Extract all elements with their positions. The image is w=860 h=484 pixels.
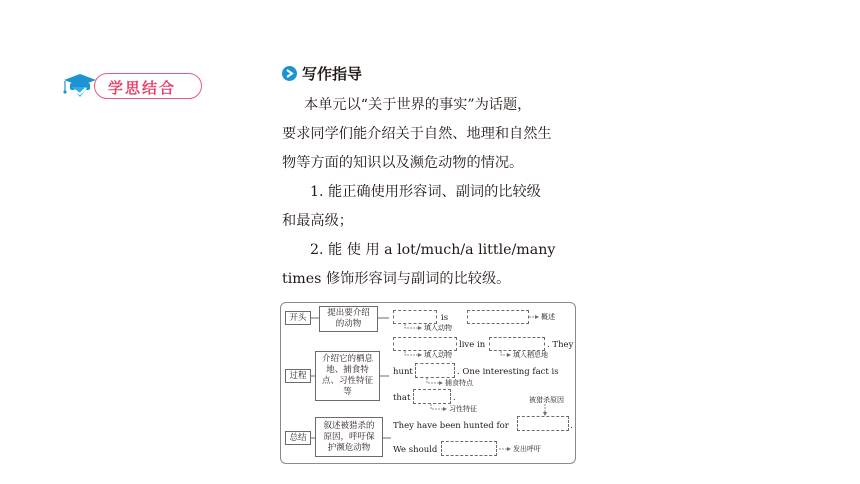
paragraph-line: 要求同学们能介绍关于自然、地理和自然生 [282,126,552,142]
section-badge [60,71,206,101]
content-text: 提出要介绍的动物 [327,308,370,329]
blank-box [467,310,529,324]
diagram-label-process [285,369,311,383]
note: 填入栖息地 [513,351,548,359]
diagram-content-conclusion [315,417,383,457]
label-text: 总结 [289,432,307,443]
diagram-label-conclusion [285,431,311,445]
paragraph-line: 2. 能 使 用 a lot/much/a little/many [310,242,556,258]
note: 发出呼吁 [513,445,541,453]
writing-structure-diagram [280,302,576,464]
template-word: that [393,393,411,403]
template-word: . [453,393,456,403]
blank-box [517,416,569,431]
blank-box [415,363,455,378]
template-word: is [441,313,449,323]
label-text: 过程 [289,370,307,381]
template-word: hunt [393,367,413,377]
template-word: . One interesting fact is [457,367,559,377]
template-word: They have been hunted for [393,421,509,431]
note: 习性特征 [449,405,477,413]
content-text: 叙述被猎杀的原因，呼吁保护濒危动物 [323,420,375,453]
paragraph-line: 1. 能正确使用形容词、副词的比较级 [310,184,541,200]
arrow-circle-icon [282,66,297,81]
template-word: . They [547,340,574,350]
paragraph-line: 物等方面的知识以及濒危动物的情况。 [282,155,524,171]
blank-box [441,441,497,456]
badge-label: 学思结合 [108,79,177,97]
diagram-content-opening [319,306,378,332]
blank-box [393,310,437,324]
template-word: We should [393,445,438,455]
label-text: 开头 [289,312,307,323]
note: 概述 [541,313,555,321]
section-heading [282,62,362,84]
diagram-label-opening [285,311,311,325]
note: 被猎杀原因 [529,396,564,404]
note: 填入动物 [424,324,452,332]
heading-text: 写作指导 [302,64,363,83]
template-word: live in [459,340,486,350]
paragraph-line: times 修饰形容词与副词的比较级。 [282,271,511,287]
note: 填入动物 [424,351,452,359]
blank-box [489,337,545,351]
template-word: . [570,421,573,431]
blank-box [393,337,457,351]
diagram-content-process [315,351,380,401]
note: 捕食特点 [445,379,473,387]
paragraph-line: 和最高级； [282,213,353,229]
paragraph-line: 本单元以“关于世界的事实”为话题， [304,97,532,113]
blank-box [413,389,451,404]
content-text: 介绍它的栖息地、捕食特点、习性特征等 [321,354,373,397]
